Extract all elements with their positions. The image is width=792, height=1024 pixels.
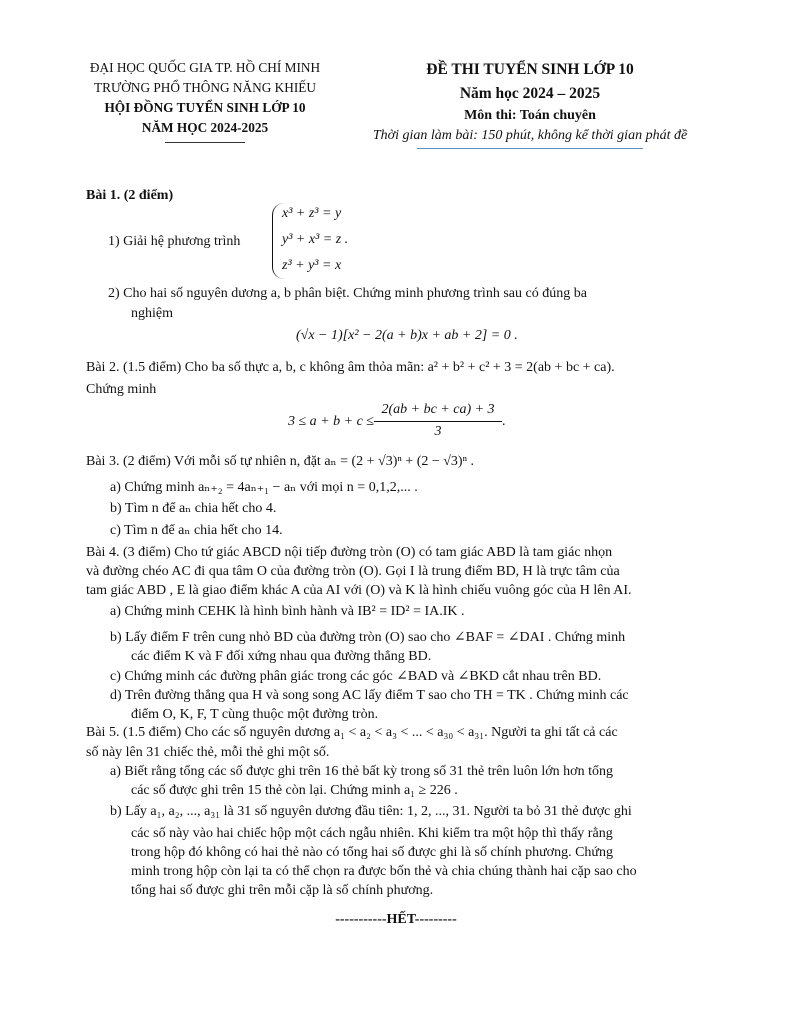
fraction-numerator: 2(ab + bc + ca) + 3 [381, 402, 495, 417]
council-name: HỘI ĐỒNG TUYỂN SINH LỚP 10 [104, 100, 306, 115]
university-name: ĐẠI HỌC QUỐC GIA TP. HỒ CHÍ MINH [89, 60, 321, 75]
exam-header [330, 58, 730, 149]
problem-4-line-1: Bài 4. (3 điểm) Cho tứ giác ABCD nội tiếp đường tròn (O) có tam giác ABD là tam giác nhọn [86, 545, 613, 560]
problem-5-part-b: b) Lấy a₁, a₂, ..., a₃₁ là 31 số nguyên dương đầu tiên: 1, 2, ..., 31. Người ta bỏ 31 thẻ được ghi [110, 804, 632, 819]
problem-5-part-b-line-4: minh trong hộp còn lại ta có thể chọn ra được bốn thẻ và chia chúng thành hai cặp sao cho [131, 864, 637, 879]
problem-5-part-b-line-3: trong hộp đó không có hai thẻ nào có tổng hai số được ghi là số chính phương. Chứng [131, 845, 614, 860]
system-eq-3: z³ + y³ = x [282, 258, 342, 273]
fraction-denominator: 3 [374, 421, 502, 442]
problem-5-line-1: Bài 5. (1.5 điểm) Cho các số nguyên dương a₁ < a₂ < a₃ < ... < a₃₀ < a₃₁. Người ta ghi tất cả các [86, 725, 618, 740]
problem-2-text: Bài 2. (1.5 điểm) Cho ba số thực a, b, c không âm thỏa mãn: a² + b² + c² + 3 = 2(ab + bc + ca). [86, 360, 615, 375]
problem-5-part-a: a) Biết rằng tổng các số được ghi trên 16 thẻ bất kỳ trong số 31 thẻ trên luôn lớn hơn tổng [110, 764, 613, 779]
problem-4-part-b: b) Lấy điểm F trên cung nhỏ BD của đường tròn (O) sao cho ∠BAF = ∠DAI . Chứng minh [110, 630, 626, 645]
problem-2-statement [86, 358, 615, 378]
system-eq-2: y³ + x³ = z . [282, 232, 349, 247]
problem-1-title: Bài 1. (2 điểm) [86, 188, 174, 203]
problem-1-part-2-cont: nghiệm [131, 306, 173, 321]
header-right-rule [417, 148, 643, 149]
exam-year: Năm học 2024 – 2025 [459, 85, 601, 102]
inequality-period: . [502, 414, 506, 429]
problem-4-part-d-cont: điểm O, K, F, T cùng thuộc một đường tròn. [131, 707, 379, 722]
system-eq-1: x³ + z³ = y [282, 206, 342, 221]
problem-1-part-2: 2) Cho hai số nguyên dương a, b phân biệt. Chứng minh phương trình sau có đúng ba [108, 286, 587, 301]
problem-3-part-c: c) Tìm n để aₙ chia hết cho 14. [110, 523, 283, 538]
school-name: TRƯỜNG PHỔ THÔNG NĂNG KHIẾU [93, 80, 317, 95]
problem-3-part-a: a) Chứng minh aₙ₊₂ = 4aₙ₊₁ − aₙ với mọi n = 0,1,2,... . [110, 480, 418, 495]
exam-time: Thời gian làm bài: 150 phút, không kể thời gian phát đề [372, 128, 688, 143]
school-header [40, 58, 370, 143]
end-marker: -----------HẾT--------- [335, 912, 457, 927]
problem-2-prove: Chứng minh [86, 382, 157, 397]
problem-4-line-3: tam giác ABD , E là giao điểm khác A của AI với (O) và K là hình chiếu vuông góc của H lên AI. [86, 583, 632, 598]
problem-3-part-b: b) Tìm n để aₙ chia hết cho 4. [110, 501, 277, 516]
exam-title: ĐỀ THI TUYỂN SINH LỚP 10 [426, 61, 634, 78]
problem-5-part-b-line-2: các số này vào hai chiếc hộp một cách ngẫu nhiên. Khi kiểm tra một hộp thì thấy rằng [131, 826, 613, 841]
problem-4-part-d: d) Trên đường thẳng qua H và song song AC lấy điểm T sao cho TH = TK . Chứng minh các [110, 688, 629, 703]
problem-4-part-c: c) Chứng minh các đường phân giác trong các góc ∠BAD và ∠BKD cắt nhau trên BD. [110, 669, 602, 684]
problem-5-part-b-line-5: tổng hai số được ghi trên mỗi cặp là số chính phương. [131, 883, 434, 898]
problem-1-equation: (√x − 1)[x² − 2(a + b)x + ab + 2] = 0 . [296, 328, 518, 343]
problem-4-part-a: a) Chứng minh CEHK là hình bình hành và IB² = ID² = IA.IK . [110, 604, 465, 619]
inequality-fraction [374, 400, 502, 442]
inequality-left: 3 ≤ a + b + c ≤ [288, 414, 374, 429]
exam-subject: Môn thi: Toán chuyên [464, 108, 596, 123]
problem-5-part-a-cont: các số được ghi trên 15 thẻ còn lại. Chứng minh a₁ ≥ 226 . [131, 783, 458, 798]
problem-4-part-b-cont: các điểm K và F đối xứng nhau qua đường thẳng BD. [131, 649, 432, 664]
header-left-rule [165, 142, 245, 143]
problem-4-line-2: và đường chéo AC đi qua tâm O của đường tròn (O). Gọi I là trung điểm BD, H là trực tâm của [86, 564, 620, 579]
school-year: NĂM HỌC 2024-2025 [141, 120, 269, 135]
problem-1-part-1: 1) Giải hệ phương trình [108, 234, 241, 249]
problem-5-line-2: số này lên 31 chiếc thẻ, mỗi thẻ ghi một số. [86, 745, 330, 760]
problem-3-statement: Bài 3. (2 điểm) Với mỗi số tự nhiên n, đặt aₙ = (2 + √3)ⁿ + (2 − √3)ⁿ . [86, 454, 475, 469]
